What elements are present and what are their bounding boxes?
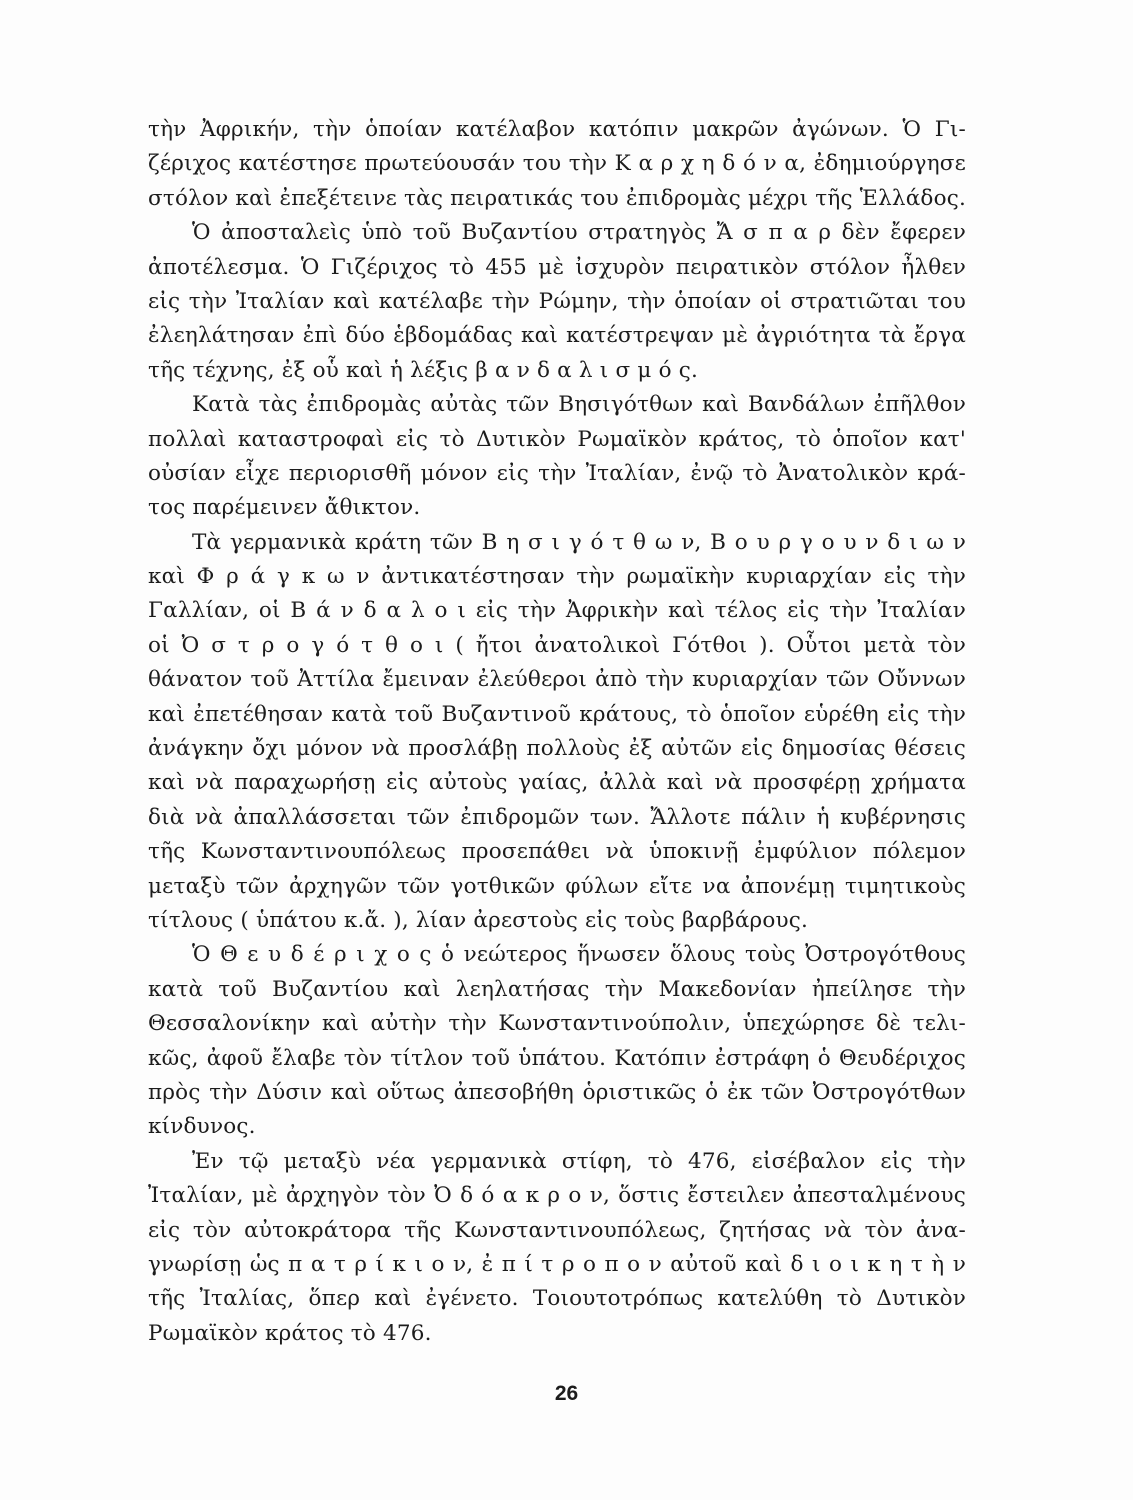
text-line: Ἰταλίαν, μὲ ἀρχηγὸν τὸν Ὀ δ ό α κ ρ ο ν, ὅστις ἔστειλεν ἀπεσταλμένους [148,1183,966,1209]
text-line: καὶ Φ ρ ά γ κ ω ν ἀντικατέστησαν τὴν ρωμαϊκὴν κυριαρχίαν εἰς τὴν [148,564,966,590]
text-line: κῶς, ἀφοῦ ἔλαβε τὸν τίτλον τοῦ ὑπάτου. Κατόπιν ἐστράφη ὁ Θευδέριχος [148,1045,966,1071]
text-line: ζέριχος κατέστησε πρωτεύουσάν του τὴν Κ α ρ χ η δ ό ν α, ἐδημιούργησε [148,151,966,177]
text-line: Γαλλίαν, οἱ Β ά ν δ α λ ο ι εἰς τὴν Ἀφρικὴν καὶ τέλος εἰς τὴν Ἰταλίαν [148,598,966,624]
text-line: Ἐν τῷ μεταξὺ νέα γερμανικὰ στίφη, τὸ 476, εἰσέβαλον εἰς τὴν [192,1148,966,1174]
text-line: Ὁ ἀποσταλεὶς ὑπὸ τοῦ Βυζαντίου στρατηγὸς Ἄ σ π α ρ δὲν ἔφερεν [192,220,966,246]
text-line: εἰς τὸν αὐτοκράτορα τῆς Κωνσταντινουπόλεως, ζητήσας νὰ τὸν ἀνα- [148,1217,966,1243]
text-line: τῆς Κωνσταντινουπόλεως προσεπάθει νὰ ὑποκινῇ ἐμφύλιον πόλεμον [148,839,966,865]
text-line: καὶ νὰ παραχωρήσῃ εἰς αὐτοὺς γαίας, ἀλλὰ καὶ νὰ προσφέρῃ χρήματα [148,770,966,796]
text-line: Κατὰ τὰς ἐπιδρομὰς αὐτὰς τῶν Βησιγότθων καὶ Βανδάλων ἐπῆλθον [192,392,966,418]
page-number: 26 [554,1382,579,1405]
text-line: ἐλεηλάτησαν ἐπὶ δύο ἑβδομάδας καὶ κατέστρεψαν μὲ ἀγριότητα τὰ ἔργα [148,323,966,349]
text-line: καὶ ἐπετέθησαν κατὰ τοῦ Βυζαντινοῦ κράτους, τὸ ὁποῖον εὑρέθη εἰς τὴν [148,701,966,727]
text-line: διὰ νὰ ἀπαλλάσσεται τῶν ἐπιδρομῶν των. Ἄλλοτε πάλιν ἡ κυβέρνησις [148,804,966,830]
text-line: τῆς τέχνης, ἐξ οὗ καὶ ἡ λέξις β α ν δ α λ ι σ μ ό ς. [148,357,699,383]
text-line: Ρωμαϊκὸν κράτος τὸ 476. [148,1320,432,1346]
text-line: Ὁ Θ ε υ δ έ ρ ι χ ο ς ὁ νεώτερος ἥνωσεν ὅλους τοὺς Ὀστρογότθους [192,942,966,968]
body-text [148,113,966,1351]
text-line: οἱ Ὀ σ τ ρ ο γ ό τ θ ο ι ( ἤτοι ἀνατολικοὶ Γότθοι ). Οὗτοι μετὰ τὸν [148,632,966,658]
text-line: κατὰ τοῦ Βυζαντίου καὶ λεηλατήσας τὴν Μακεδονίαν ἠπείλησε τὴν [148,976,966,1002]
text-line: ἀνάγκην ὄχι μόνον νὰ προσλάβῃ πολλοὺς ἐξ αὐτῶν εἰς δημοσίας θέσεις [148,736,966,762]
text-line: πολλαὶ καταστροφαὶ εἰς τὸ Δυτικὸν Ρωμαϊκὸν κράτος, τὸ ὁποῖον κατ' [148,426,966,452]
text-line: πρὸς τὴν Δύσιν καὶ οὕτως ἀπεσοβήθη ὁριστικῶς ὁ ἐκ τῶν Ὀστρογότθων [148,1079,966,1105]
text-line: τῆς Ἰταλίας, ὅπερ καὶ ἐγένετο. Τοιουτοτρόπως κατελύθη τὸ Δυτικὸν [148,1286,966,1312]
text-line: ἀποτέλεσμα. Ὁ Γιζέριχος τὸ 455 μὲ ἰσχυρὸν πειρατικὸν στόλον ἦλθεν [148,254,966,280]
text-line: τος παρέμεινεν ἄθικτον. [148,495,421,521]
text-line: θάνατον τοῦ Ἀττίλα ἔμειναν ἐλεύθεροι ἀπὸ τὴν κυριαρχίαν τῶν Οὔννων [148,667,966,693]
text-line: στόλον καὶ ἐπεξέτεινε τὰς πειρατικάς του ἐπιδρομὰς μέχρι τῆς Ἑλλάδος. [148,185,966,211]
text-line: μεταξὺ τῶν ἀρχηγῶν τῶν γοτθικῶν φύλων εἴτε να ἀπονέμῃ τιμητικοὺς [148,873,966,899]
text-line: γνωρίσῃ ὡς π α τ ρ ί κ ι ο ν, ἐ π ί τ ρ ο π ο ν αὐτοῦ καὶ δ ι ο ι κ η τ ὴ ν [148,1251,966,1277]
text-line: τὴν Ἀφρικήν, τὴν ὁποίαν κατέλαβον κατόπιν μακρῶν ἀγώνων. Ὁ Γι- [148,117,966,142]
text-line: εἰς τὴν Ἰταλίαν καὶ κατέλαβε τὴν Ρώμην, τὴν ὁποίαν οἱ στρατιῶται του [148,288,966,314]
text-line: οὐσίαν εἶχε περιορισθῆ μόνον εἰς τὴν Ἰταλίαν, ἐνῷ τὸ Ἀνατολικὸν κρά- [148,460,966,486]
text-line: τίτλους ( ὑπάτου κ.ἄ. ), λίαν ἀρεστοὺς εἰς τοὺς βαρβάρους. [148,907,809,933]
text-line: κίνδυνος. [148,1114,256,1140]
text-line: Θεσσαλονίκην καὶ αὐτὴν τὴν Κωνσταντινούπολιν, ὑπεχώρησε δὲ τελι- [148,1011,966,1037]
text-line: Τὰ γερμανικὰ κράτη τῶν Β η σ ι γ ό τ θ ω ν, Β ο υ ρ γ ο υ ν δ ι ω ν [192,529,966,555]
